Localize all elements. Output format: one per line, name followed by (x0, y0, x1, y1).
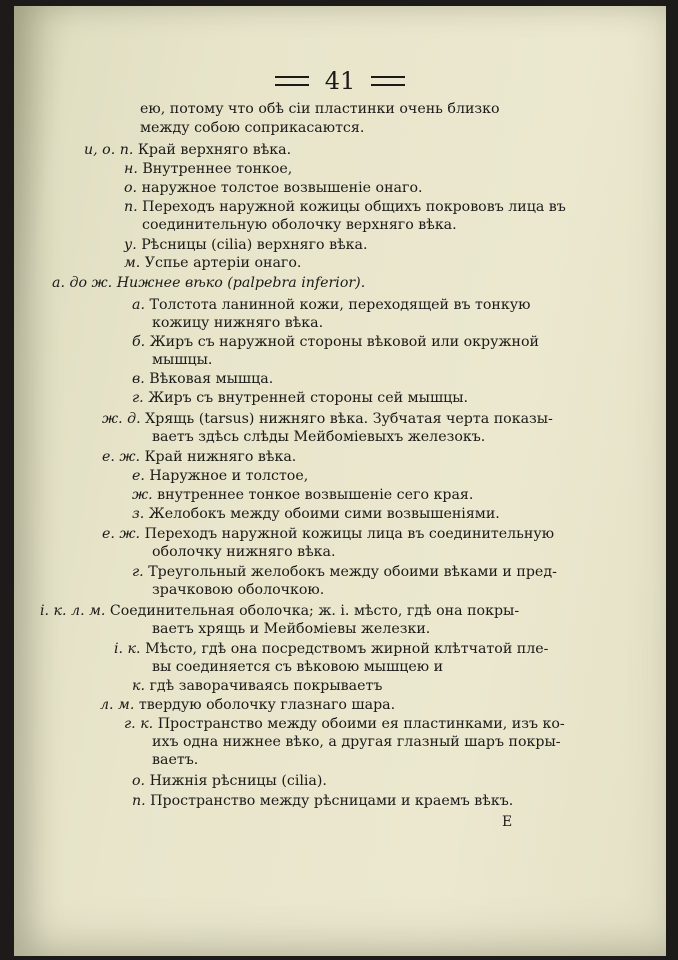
text-line: б. Жиръ съ наружной стороны вѣковой или окружной (132, 334, 539, 350)
text-line: г. Треугольный желобокъ между обоими вѣками и пред- (132, 564, 557, 580)
text-line: п. Переходъ наружной кожицы общихъ покрововъ лица въ (124, 199, 566, 215)
header-rule-right (371, 76, 405, 86)
text-line: ваетъ хрящь и Мейбоміевы железки. (152, 621, 431, 637)
text-line: г. Жиръ съ внутренней стороны сей мышцы. (132, 390, 469, 406)
text-line: е. ж. Переходъ наружной кожицы лица въ соединительную (102, 526, 555, 542)
text-line: соединительную оболочку верхняго вѣка. (142, 217, 457, 233)
text-line: в. Вѣковая мышца. (132, 371, 274, 387)
text-line: з. Желобокъ между обоими сими возвышеніями. (132, 506, 500, 522)
text-line: п. Пространство между рѣсницами и краемъ вѣкъ. (132, 793, 514, 809)
text-line: е. ж. Край нижняго вѣка. (102, 449, 297, 465)
text-line: е. Наружное и толстое, (132, 468, 309, 484)
text-line: і. к. Мѣсто, гдѣ она посредствомъ жирной клѣтчатой пле- (114, 641, 549, 657)
text-line: к. гдѣ заворачиваясь покрываетъ (132, 678, 383, 694)
page-header (14, 64, 666, 96)
text-line: ж. д. Хрящь (tarsus) нижняго вѣка. Зубчатая черта показы- (102, 411, 553, 427)
text-line: ихъ одна нижнее вѣко, а другая глазный шаръ покры- (152, 734, 561, 750)
text-line: между собою соприкасаются. (140, 120, 365, 136)
text-line: м. Успье артеріи онаго. (124, 255, 302, 271)
text-line: л. м. твердую оболочку глазнаго шара. (100, 697, 396, 713)
text-line: кожицу нижняго вѣка. (152, 315, 324, 331)
text-line: вы соединяется съ вѣковою мышцею и (152, 659, 444, 675)
text-line: мышцы. (152, 352, 213, 368)
header-rule-left (275, 76, 309, 86)
text-line: зрачковою оболочкою. (152, 582, 325, 598)
text-line: а. Толстота ланинной кожи, переходящей въ тонкую (132, 297, 531, 313)
text-line: і. к. л. м. Соединительная оболочка; ж. і. мѣсто, гдѣ она покры- (40, 603, 520, 619)
text-line: оболочку нижняго вѣка. (152, 544, 336, 560)
text-line: а. до ж. Нижнее вѣко (palpebra inferior). (52, 275, 366, 291)
page-number: 41 (324, 66, 356, 95)
signature-mark: E (502, 814, 513, 830)
text-line: о. Нижнія рѣсницы (cilia). (132, 773, 327, 789)
text-line: о. наружное толстое возвышеніе онаго. (124, 180, 423, 196)
text-line: у. Рѣсницы (cilia) верхняго вѣка. (124, 237, 368, 253)
text-line: н. Внутреннее тонкое, (124, 161, 293, 177)
text-line: ваетъ здѣсь слѣды Мейбоміевыхъ железокъ. (152, 429, 486, 445)
text-line: г. к. Пространство между обоими ея пластинками, изъ ко- (124, 716, 565, 732)
book-page (14, 6, 666, 956)
text-line: ваетъ. (152, 752, 199, 768)
text-line: и, о. п. Край верхняго вѣка. (84, 142, 292, 158)
text-line: ею, потому что обѣ сіи пластинки очень близко (140, 101, 500, 117)
text-line: ж. внутреннее тонкое возвышеніе сего края. (132, 487, 474, 503)
